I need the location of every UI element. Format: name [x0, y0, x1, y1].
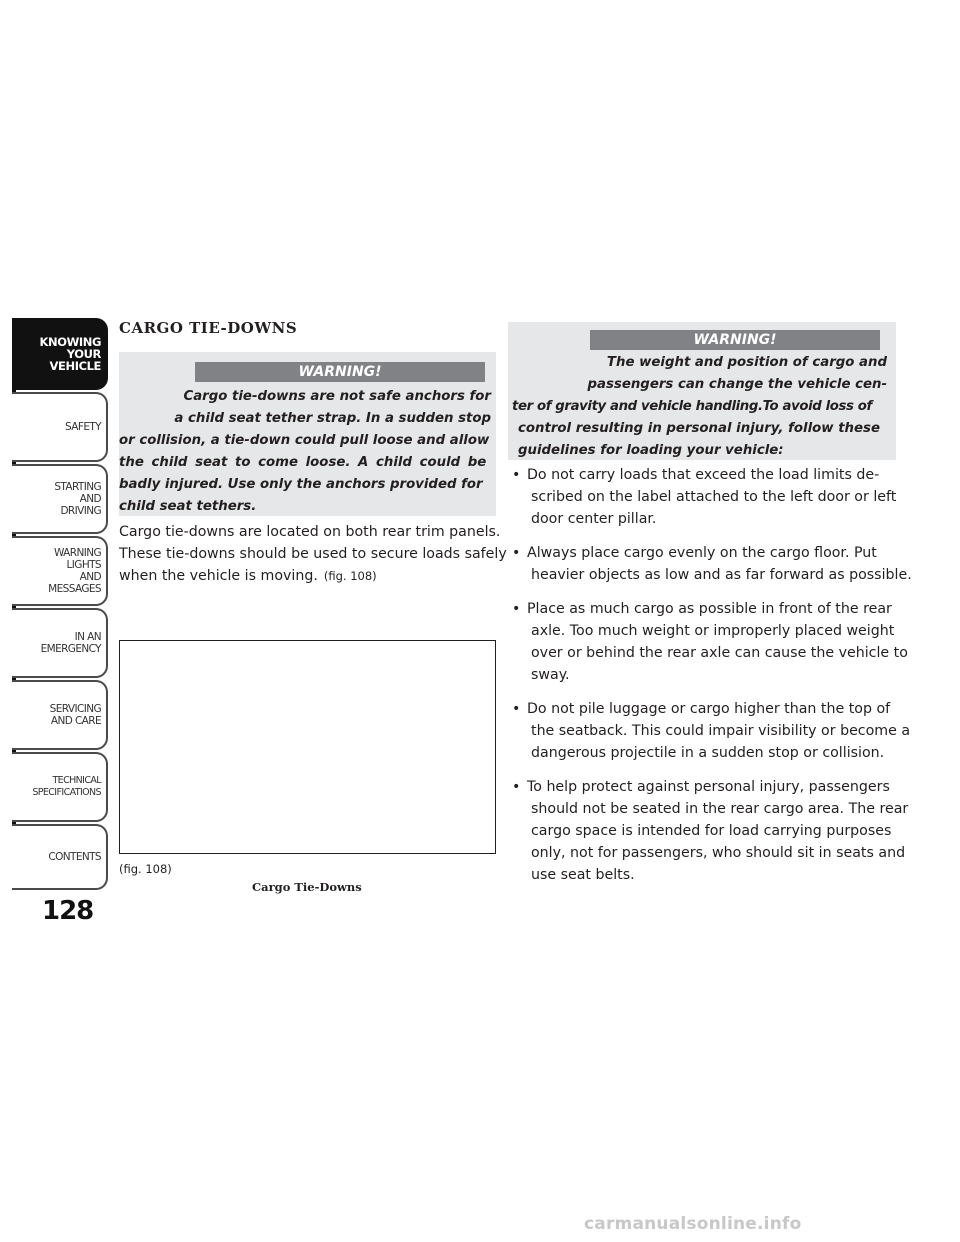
loading-guidelines-list [508, 464, 912, 898]
tab-technical-specifications[interactable] [12, 752, 108, 822]
section-heading: CARGO TIE-DOWNS [119, 319, 298, 337]
bullet-icon: • [512, 701, 521, 717]
list-line: scribed on the label attached to the left door or left [531, 489, 897, 505]
list-line: Do not carry loads that exceed the load limits de- [527, 467, 880, 483]
tab-safety[interactable] [12, 392, 108, 462]
tab-servicing-and-care[interactable] [12, 680, 108, 750]
tab-in-an-emergency[interactable] [12, 608, 108, 678]
body-line: when the vehicle is moving. [119, 568, 318, 584]
list-line: should not be seated in the rear cargo area. The rear [531, 801, 909, 817]
list-line: Place as much cargo as possible in front of the rear [527, 601, 892, 617]
warning-text [119, 386, 491, 518]
list-line: sway. [531, 667, 570, 683]
tab-label: SAFETY [65, 421, 101, 433]
list-line: door center pillar. [531, 511, 657, 527]
list-line: only, not for passengers, who should sit in seats and [531, 845, 906, 861]
body-line: Cargo tie-downs are located on both rear trim panels. [119, 524, 501, 540]
list-item [508, 464, 896, 530]
figure-caption: Cargo Tie-Downs [252, 880, 362, 894]
list-line: over or behind the rear axle can cause the vehicle to [531, 645, 908, 661]
warning-line: the child seat to come loose. A child could be [119, 455, 487, 470]
tab-contents[interactable] [12, 824, 108, 890]
warning-line: guidelines for loading your vehicle: [518, 443, 784, 458]
bullet-icon: • [512, 545, 521, 561]
page-number: 128 [42, 896, 94, 926]
list-item [508, 776, 909, 886]
list-item [508, 698, 911, 764]
bullet-icon: • [512, 601, 521, 617]
tab-label: KNOWING YOUR VEHICLE [39, 335, 101, 373]
tab-label: IN AN EMERGENCY [40, 631, 101, 655]
warning-title: WARNING! [195, 362, 485, 382]
site-watermark: carmanualsonline.info [584, 1214, 802, 1234]
warning-box-right [508, 322, 896, 460]
warning-line: passengers can change the vehicle cen- [587, 377, 887, 392]
warning-title: WARNING! [590, 330, 880, 350]
warning-line: control resulting in personal injury, follow these [518, 421, 880, 436]
body-line: These tie-downs should be used to secure loads safely [119, 546, 507, 562]
tab-label: STARTING AND DRIVING [54, 481, 101, 517]
body-paragraph [119, 521, 507, 587]
bullet-icon: • [512, 779, 521, 795]
tab-starting-and-driving[interactable] [12, 464, 108, 534]
figure-placeholder [119, 640, 496, 854]
list-line: To help protect against personal injury, passengers [527, 779, 890, 795]
warning-line: child seat tethers. [119, 499, 257, 514]
list-line: Do not pile luggage or cargo higher than the top of [527, 701, 891, 717]
list-line: heavier objects as low and as far forward as possible. [531, 567, 912, 583]
tab-warning-lights-and-messages[interactable] [12, 536, 108, 606]
list-line: cargo space is intended for load carrying purposes [531, 823, 892, 839]
list-line: axle. Too much weight or improperly placed weight [531, 623, 895, 639]
figure-number: (fig. 108) [119, 862, 172, 876]
list-line: dangerous projectile in a sudden stop or collision. [531, 745, 885, 761]
warning-line: ter of gravity and vehicle handling.To avoid loss of [512, 399, 872, 414]
tab-label: WARNING LIGHTS AND MESSAGES [48, 547, 101, 595]
figure-reference[interactable]: (fig. 108) [323, 569, 377, 583]
list-line: Always place cargo evenly on the cargo floor. Put [527, 545, 877, 561]
tab-label: SERVICING AND CARE [49, 703, 101, 727]
list-line: use seat belts. [531, 867, 635, 883]
bullet-icon: • [512, 467, 521, 483]
warning-line: Cargo tie-downs are not safe anchors for [183, 389, 491, 404]
tab-knowing-your-vehicle[interactable] [12, 318, 108, 390]
warning-line: a child seat tether strap. In a sudden stop [174, 411, 491, 426]
tab-label: CONTENTS [48, 851, 101, 863]
warning-text [512, 352, 887, 462]
list-item [508, 542, 912, 586]
warning-line: badly injured. Use only the anchors provided for [119, 477, 483, 492]
warning-line: or collision, a tie-down could pull loose and allow [119, 433, 490, 448]
list-line: the seatback. This could impair visibility or become a [531, 723, 911, 739]
warning-line: The weight and position of cargo and [606, 355, 887, 370]
list-item [508, 598, 908, 686]
warning-box-left [119, 352, 496, 516]
tab-label: TECHNICAL SPECIFICATIONS [32, 775, 101, 798]
